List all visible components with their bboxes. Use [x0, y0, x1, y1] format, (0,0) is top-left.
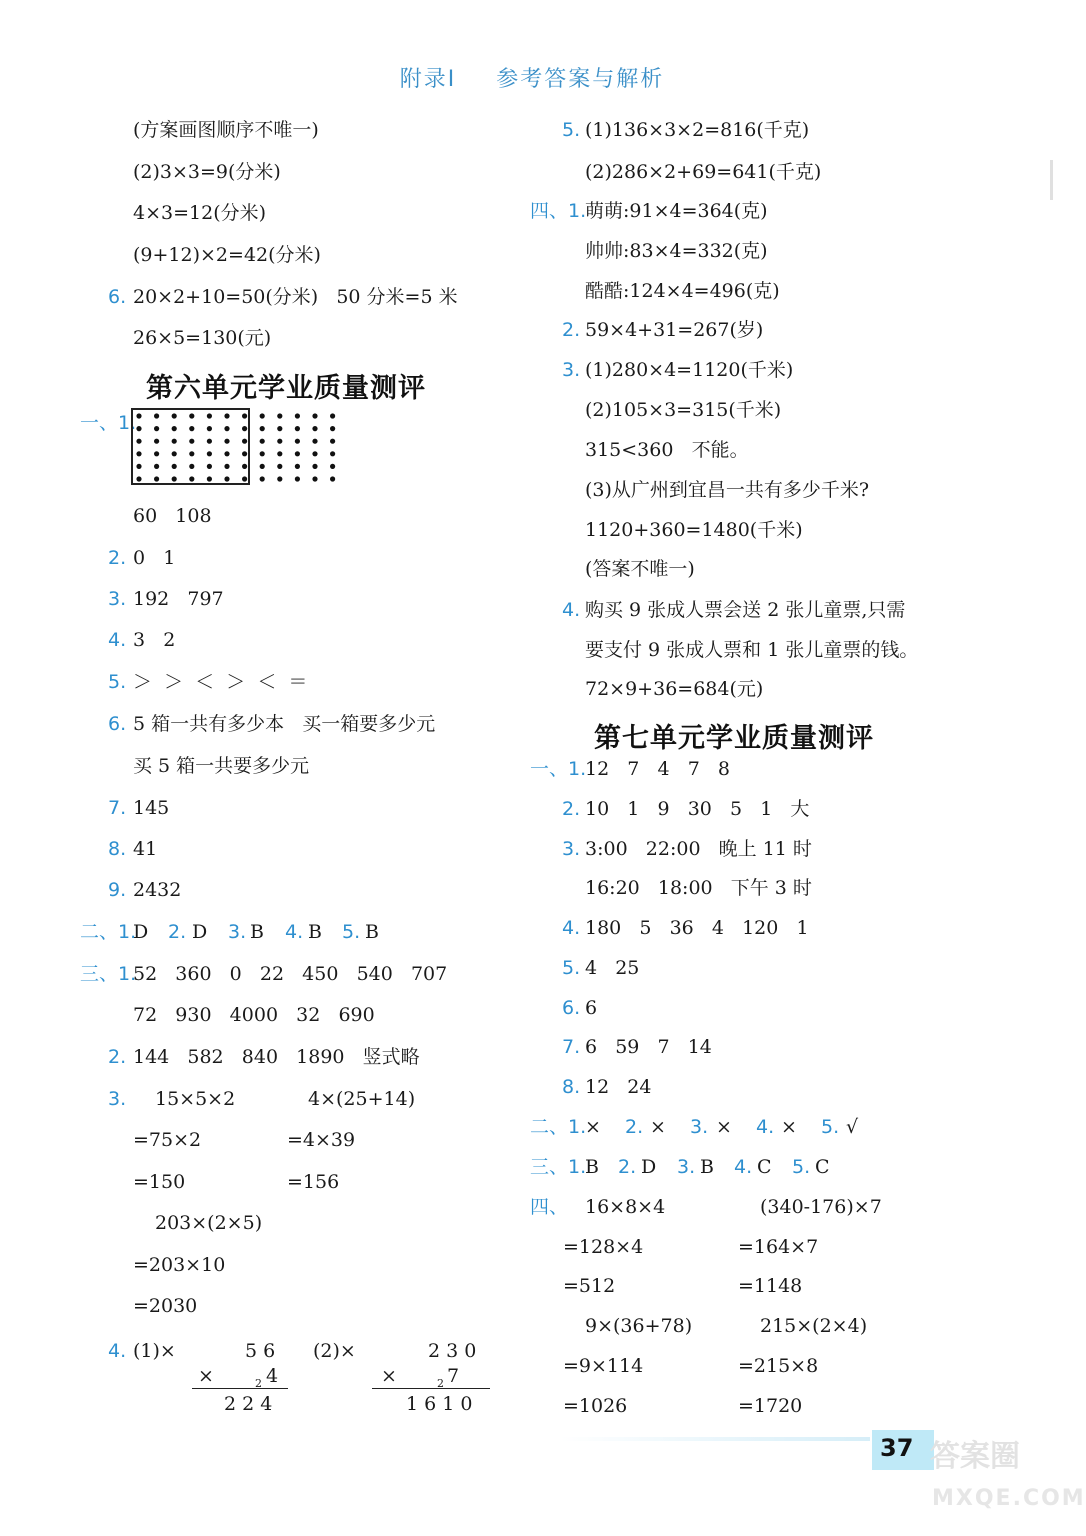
array-dot — [260, 451, 265, 456]
array-dot — [207, 413, 212, 418]
array-dot — [242, 426, 247, 431]
calc-step: =4×39 — [287, 1129, 356, 1151]
vertical-calc-digit: 7 — [447, 1365, 460, 1387]
array-dot — [154, 464, 159, 469]
question-number: 2. — [618, 1156, 637, 1178]
array-dot — [242, 439, 247, 444]
answer-line: 12 7 4 7 8 — [585, 758, 731, 780]
answer-line: 59×4+31=267(岁) — [585, 319, 764, 341]
array-dot — [312, 413, 317, 418]
answer-line: 5 箱一共有多少本 买一箱要多少元 — [133, 713, 436, 735]
choice-answer: B — [700, 1156, 727, 1178]
question-number: 4. — [285, 921, 304, 943]
answer-line: 帅帅:83×4=332(克) — [585, 240, 768, 262]
judgement-mark: (2)× — [313, 1340, 356, 1362]
answer-line: (1)136×3×2=816(千克) — [585, 119, 810, 141]
array-dot — [312, 476, 317, 481]
array-dot — [224, 413, 229, 418]
calc-step: =9×114 — [563, 1355, 644, 1377]
array-dot — [136, 451, 141, 456]
array-dot — [154, 426, 159, 431]
judgement-mark: × — [650, 1116, 678, 1138]
answer-line: 315<360 不能。 — [585, 439, 749, 461]
array-dot — [260, 476, 265, 481]
answer-line: 180 5 36 4 120 1 — [585, 917, 809, 939]
array-dot — [242, 413, 247, 418]
judgement-mark: × — [781, 1116, 809, 1138]
question-number: 5. — [342, 921, 361, 943]
array-dot — [312, 439, 317, 444]
question-number: 8. — [108, 838, 127, 860]
vertical-calc-top: 5 6 — [245, 1340, 276, 1362]
answer-line: 购买 9 张成人票会送 2 张儿童票,只需 — [585, 599, 906, 621]
answer-line: 酷酷:124×4=496(克) — [585, 280, 780, 302]
header-appendix: 附录Ⅰ — [399, 67, 457, 92]
answer-line: 144 582 840 1890 竖式略 — [133, 1046, 420, 1068]
section-title-unit7: 第七单元学业质量测评 — [594, 723, 874, 754]
array-dot — [189, 451, 194, 456]
calc-step: =156 — [287, 1171, 340, 1193]
array-dot — [277, 439, 282, 444]
answer-line: 16:20 18:00 下午 3 时 — [585, 877, 812, 899]
array-dot — [172, 476, 177, 481]
question-number: 4. — [108, 1340, 127, 1362]
question-number: 7. — [562, 1036, 581, 1058]
array-dot — [295, 476, 300, 481]
answer-line: 145 — [133, 797, 170, 819]
answer-line: (方案画图顺序不唯一) — [133, 119, 319, 141]
answer-line: 3 2 — [133, 629, 176, 651]
array-dot — [330, 451, 335, 456]
calc-step: =150 — [133, 1171, 186, 1193]
array-dot — [260, 464, 265, 469]
answer-line: 10 1 9 30 5 1 大 — [585, 798, 810, 820]
calc-step: =1720 — [738, 1395, 803, 1417]
answer-line: 萌萌:91×4=364(克) — [585, 200, 768, 222]
question-number: 4. — [734, 1156, 753, 1178]
array-dot — [312, 451, 317, 456]
answer-line: 12 24 — [585, 1076, 652, 1098]
answer-line: (2)286×2+69=641(千克) — [585, 161, 822, 183]
calc-step: =1026 — [563, 1395, 628, 1417]
footer-gradient-bar — [560, 1437, 870, 1441]
question-number: 2. — [562, 319, 581, 341]
vertical-calc-rule — [192, 1388, 288, 1389]
answer-line: (3)从广州到宜昌一共有多少千米? — [585, 479, 870, 501]
answer-line: (2)105×3=315(千米) — [585, 399, 782, 421]
array-dot — [295, 426, 300, 431]
calc-step: 16×8×4 — [585, 1196, 666, 1218]
array-dot — [260, 426, 265, 431]
array-dot — [277, 464, 282, 469]
choice-answer: D — [133, 921, 161, 943]
array-dot — [277, 413, 282, 418]
question-number: 3. — [228, 921, 247, 943]
calc-step: =164×7 — [738, 1236, 819, 1258]
question-number: 2. — [108, 547, 127, 569]
calc-step: =512 — [563, 1275, 616, 1297]
question-number: 6. — [108, 286, 127, 308]
answer-line: 3:00 22:00 晚上 11 时 — [585, 838, 812, 860]
array-dot — [295, 451, 300, 456]
array-dot — [172, 451, 177, 456]
question-number: 9. — [108, 879, 127, 901]
choice-answer: B — [365, 921, 379, 943]
question-number: 三、1. — [530, 1156, 587, 1178]
answer-line: 52 360 0 22 450 540 707 — [133, 963, 448, 985]
calc-step: 15×5×2 — [155, 1088, 236, 1110]
answer-line: 要支付 9 张成人票和 1 张儿童票的钱。 — [585, 639, 919, 661]
array-dot — [207, 426, 212, 431]
question-number: 四、 — [530, 1196, 569, 1218]
array-dot — [189, 464, 194, 469]
watermark-url: MXQE.COM — [932, 1486, 1086, 1511]
array-dot — [330, 464, 335, 469]
array-dot — [136, 426, 141, 431]
question-number: 3. — [562, 359, 581, 381]
calc-step: 203×(2×5) — [155, 1212, 263, 1234]
question-number: 3. — [108, 1088, 127, 1110]
array-dot — [224, 426, 229, 431]
answer-line: ＞ ＞ ＜ ＞ ＜ ＝ — [133, 671, 308, 693]
calc-step: 4×(25+14) — [308, 1088, 416, 1110]
question-number: 2. — [562, 798, 581, 820]
array-dot — [172, 413, 177, 418]
answer-line: 72 930 4000 32 690 — [133, 1004, 375, 1026]
dot-array-figure — [133, 410, 345, 484]
array-dot — [136, 464, 141, 469]
choice-answer: C — [815, 1156, 830, 1178]
answer-line: 0 1 — [133, 547, 176, 569]
array-dot — [207, 439, 212, 444]
answer-line: 6 59 7 14 — [585, 1036, 712, 1058]
vertical-calc-carry: 2 — [255, 1377, 262, 1390]
question-number: 8. — [562, 1076, 581, 1098]
answer-line: (9+12)×2=42(分米) — [133, 244, 321, 266]
array-dot — [172, 464, 177, 469]
question-number: 二、1. — [80, 921, 137, 943]
answer-line: 2432 — [133, 879, 182, 901]
array-dot — [207, 476, 212, 481]
question-number: 3. — [562, 838, 581, 860]
judgement-mark: × — [585, 1116, 613, 1138]
array-dot — [136, 476, 141, 481]
array-dot — [330, 439, 335, 444]
choice-answer: B — [585, 1156, 612, 1178]
choice-answer: B — [250, 921, 277, 943]
page-edge-mark — [1050, 160, 1053, 200]
array-dot — [224, 439, 229, 444]
answer-line: 72×9+36=684(元) — [585, 678, 764, 700]
array-dot — [330, 413, 335, 418]
question-number: 5. — [821, 1116, 840, 1138]
question-number: 5. — [108, 671, 127, 693]
question-number: 四、1. — [530, 200, 587, 222]
question-number: 7. — [108, 797, 127, 819]
watermark-logo: 答案圈 — [930, 1439, 1020, 1474]
vertical-calc-result: 1 6 1 0 — [406, 1393, 473, 1415]
array-dot — [207, 451, 212, 456]
array-dot — [189, 413, 194, 418]
answer-line: 4×3=12(分米) — [133, 202, 267, 224]
array-dot — [224, 451, 229, 456]
question-number: 3. — [677, 1156, 696, 1178]
calc-step: =75×2 — [133, 1129, 202, 1151]
answer-line: 60 108 — [133, 505, 212, 527]
question-number: 二、1. — [530, 1116, 587, 1138]
array-dot — [330, 476, 335, 481]
question-number: 5. — [792, 1156, 811, 1178]
vertical-calc-digit: 4 — [266, 1365, 279, 1387]
answer-line: 买 5 箱一共要多少元 — [133, 755, 310, 777]
array-dot — [295, 413, 300, 418]
judgement-mark: × — [716, 1116, 744, 1138]
answer-line: 41 — [133, 838, 158, 860]
array-dot — [242, 451, 247, 456]
page-header — [0, 62, 1064, 93]
question-number: 三、1. — [80, 963, 137, 985]
question-number: 5. — [562, 957, 581, 979]
calc-step: (340-176)×7 — [760, 1196, 882, 1218]
array-dot — [295, 464, 300, 469]
question-number: 4. — [108, 629, 127, 651]
question-number: 6. — [562, 997, 581, 1019]
choice-answer: B — [308, 921, 335, 943]
array-dot — [224, 476, 229, 481]
calc-step: =215×8 — [738, 1355, 819, 1377]
answer-line: (答案不唯一) — [585, 558, 695, 580]
vertical-calc-rule — [372, 1388, 490, 1389]
choice-answer: D — [192, 921, 220, 943]
array-dot — [136, 413, 141, 418]
array-dot — [154, 413, 159, 418]
array-dot — [224, 464, 229, 469]
answer-line: 26×5=130(元) — [133, 327, 272, 349]
calc-step: =128×4 — [563, 1236, 644, 1258]
array-dot — [207, 464, 212, 469]
array-dot — [312, 464, 317, 469]
array-dot — [154, 451, 159, 456]
question-number: 一、1. — [80, 412, 137, 434]
array-dot — [330, 426, 335, 431]
question-number: 2. — [625, 1116, 644, 1138]
calc-step: 9×(36+78) — [585, 1315, 693, 1337]
array-dot — [260, 413, 265, 418]
vertical-calc-result: 2 2 4 — [224, 1393, 273, 1415]
calc-step: 215×(2×4) — [760, 1315, 868, 1337]
question-number: 2. — [168, 921, 187, 943]
question-number: 3. — [690, 1116, 709, 1138]
question-number: 3. — [108, 588, 127, 610]
answer-line: 4 25 — [585, 957, 640, 979]
calc-step: =2030 — [133, 1295, 198, 1317]
answer-line: 6 — [585, 997, 598, 1019]
section-title-unit6: 第六单元学业质量测评 — [146, 373, 426, 404]
question-number: 一、1. — [530, 758, 587, 780]
calc-step: =203×10 — [133, 1254, 226, 1276]
array-dot — [242, 464, 247, 469]
vertical-calc-carry: 2 — [437, 1377, 444, 1390]
question-number: 4. — [756, 1116, 775, 1138]
array-dot — [154, 439, 159, 444]
choice-answer: D — [641, 1156, 669, 1178]
answer-line: 20×2+10=50(分米) 50 分米=5 米 — [133, 286, 458, 308]
vertical-calc-times: × — [381, 1365, 409, 1387]
question-number: 4. — [562, 599, 581, 621]
array-dot — [172, 439, 177, 444]
array-dot — [277, 476, 282, 481]
header-title: 参考答案与解析 — [496, 67, 665, 92]
question-number: 6. — [108, 713, 127, 735]
vertical-calc-times: × — [198, 1365, 226, 1387]
question-number: 2. — [108, 1046, 127, 1068]
array-dot — [154, 476, 159, 481]
choice-answer: C — [757, 1156, 784, 1178]
array-dot — [260, 439, 265, 444]
vertical-calc-top: 2 3 0 — [428, 1340, 477, 1362]
question-number: 5. — [562, 119, 581, 141]
answer-line: (1)280×4=1120(千米) — [585, 359, 794, 381]
question-number: 4. — [562, 917, 581, 939]
answer-line: 1120+360=1480(千米) — [585, 519, 803, 541]
judgement-mark: √ — [846, 1116, 859, 1138]
array-dot — [295, 439, 300, 444]
array-dot — [172, 426, 177, 431]
array-dot — [312, 426, 317, 431]
array-dot — [189, 439, 194, 444]
answer-line: (2)3×3=9(分米) — [133, 161, 281, 183]
answer-line: 192 797 — [133, 588, 224, 610]
array-dot — [277, 426, 282, 431]
array-dot — [136, 439, 141, 444]
judgement-mark: (1)× — [133, 1340, 176, 1362]
array-dot — [189, 426, 194, 431]
calc-step: =1148 — [738, 1275, 803, 1297]
array-dot — [277, 451, 282, 456]
page-number: 37 — [880, 1434, 914, 1462]
array-dot — [242, 476, 247, 481]
array-dot — [189, 476, 194, 481]
